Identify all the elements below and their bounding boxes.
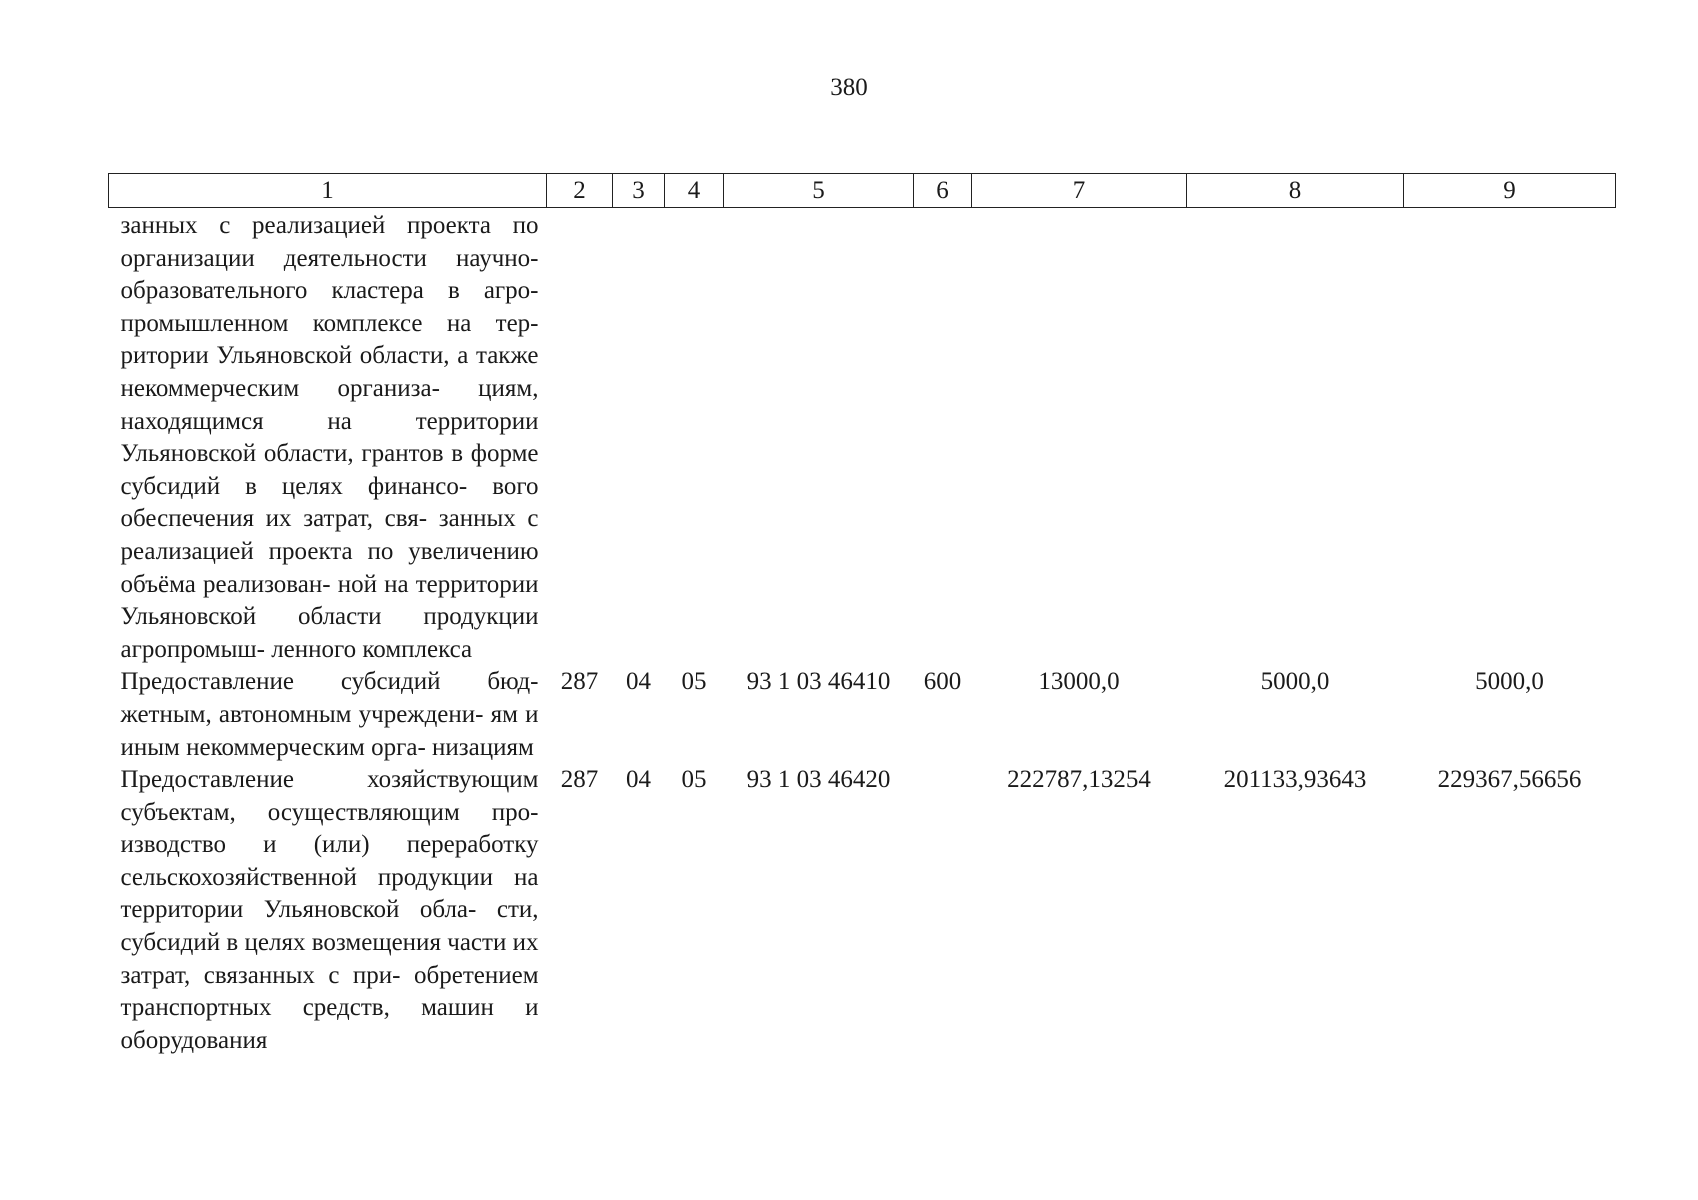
cell-c2 bbox=[547, 208, 613, 667]
cell-c4: 05 bbox=[681, 668, 707, 696]
column-header-1: 1 bbox=[109, 174, 547, 208]
column-header-4: 4 bbox=[665, 174, 724, 208]
budget-table bbox=[108, 173, 1616, 1057]
column-header-6: 6 bbox=[914, 174, 972, 208]
table-row bbox=[109, 208, 1616, 667]
table-row bbox=[109, 666, 1616, 764]
column-header-3: 3 bbox=[613, 174, 665, 208]
column-header-9: 9 bbox=[1404, 174, 1616, 208]
cell-c2: 287 bbox=[560, 766, 599, 794]
cell-c3 bbox=[613, 208, 665, 667]
cell-c6: 600 bbox=[923, 668, 962, 696]
cell-c5: 93 1 03 46410 bbox=[746, 668, 891, 696]
row-description: Предоставление субсидий бюд- жетным, автономным учреждени- ям и иным некоммерческим орга- низациям bbox=[120, 668, 539, 761]
cell-c4: 05 bbox=[681, 766, 707, 794]
row-description: занных с реализацией проекта по организации деятельности научно- образовательного кластера в агро- промышленном комплексе на тер- ритории Ульяновской области, а также некоммерческим организа- циям, находящимся на территории Ульяновской области, грантов в форме субсидий в целях финансо- вого обеспечения их затрат, свя- занных с реализацией проекта по увеличению объёма реализован- ной на территории Ульяновской области продукции агропромыш- ленного комплекса bbox=[120, 212, 539, 663]
cell-c3: 04 bbox=[626, 668, 651, 696]
cell-c7: 13000,0 bbox=[1038, 668, 1120, 696]
cell-c9: 229367,56656 bbox=[1437, 766, 1582, 794]
cell-c2: 287 bbox=[560, 668, 599, 696]
cell-c5: 93 1 03 46420 bbox=[746, 766, 891, 794]
cell-c3: 04 bbox=[626, 766, 651, 794]
cell-c4 bbox=[665, 208, 724, 667]
cell-c9 bbox=[1404, 208, 1616, 667]
column-header-7: 7 bbox=[972, 174, 1187, 208]
cell-c8: 5000,0 bbox=[1260, 668, 1330, 696]
cell-c5 bbox=[724, 208, 914, 667]
column-header-8: 8 bbox=[1187, 174, 1404, 208]
column-header-2: 2 bbox=[547, 174, 613, 208]
header-row bbox=[109, 174, 1616, 208]
cell-c7: 222787,13254 bbox=[1007, 766, 1151, 794]
cell-c6 bbox=[914, 764, 972, 1057]
column-header-5: 5 bbox=[724, 174, 914, 208]
page-number: 380 bbox=[830, 74, 868, 101]
cell-c9: 5000,0 bbox=[1475, 668, 1544, 696]
row-description: Предоставление хозяйствующим субъектам, осуществляющим про- изводство и (или) переработку сельскохозяйственной продукции на территории Ульяновской обла- сти, субсидий в целях возмещения части их затрат, связанных с при- обретением транспортных средств, машин и оборудования bbox=[120, 766, 539, 1054]
cell-c6 bbox=[914, 208, 972, 667]
cell-c8: 201133,93643 bbox=[1223, 766, 1367, 794]
cell-c8 bbox=[1187, 208, 1404, 667]
table-row bbox=[109, 764, 1616, 1057]
cell-c7 bbox=[972, 208, 1187, 667]
